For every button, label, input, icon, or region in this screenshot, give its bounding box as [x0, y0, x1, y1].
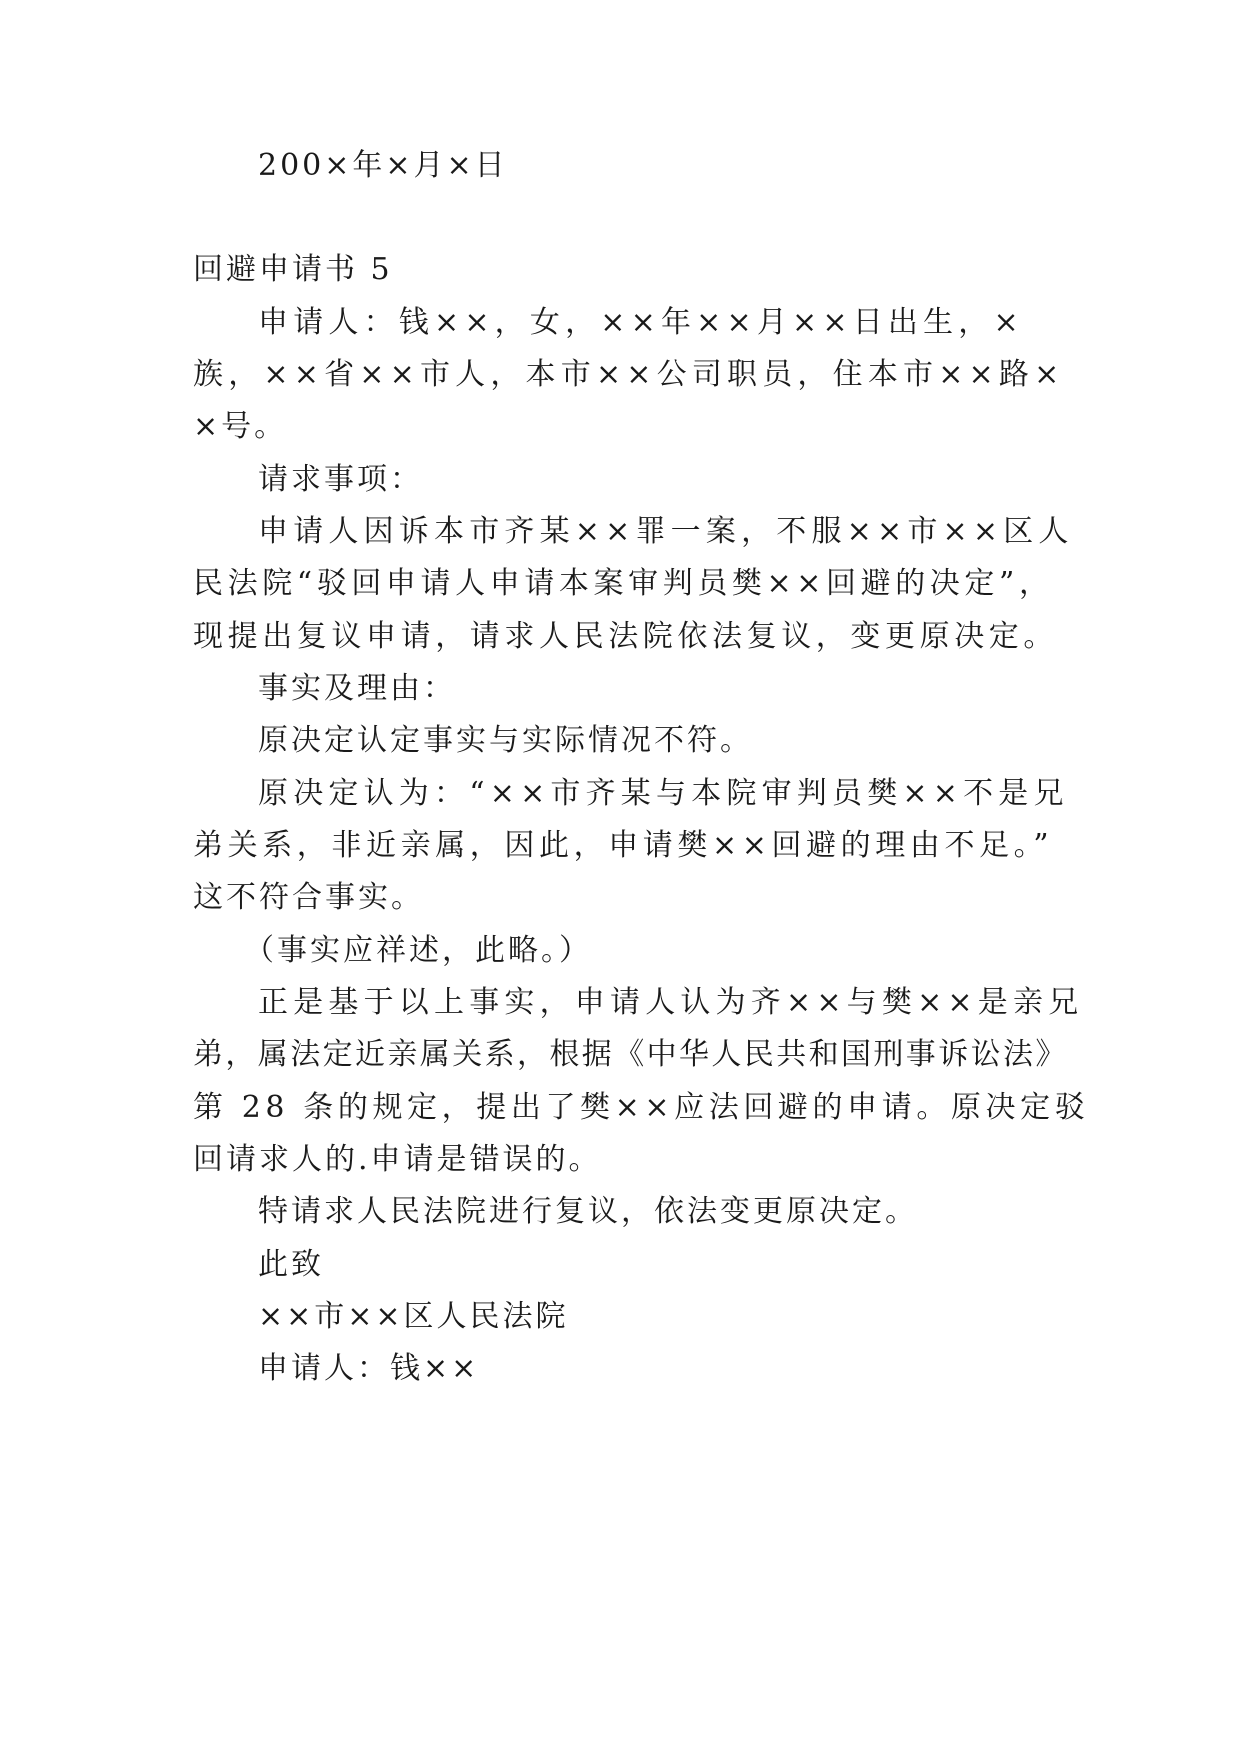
quote-line-2: 弟关系，非近亲属，因此，申请樊××回避的理由不足。”	[193, 828, 1054, 863]
request-line-1: 申请人因诉本市齐某××罪一案，不服××市××区人	[258, 514, 1074, 549]
request-line-3: 现提出复议申请，请求人民法院依法复议，变更原决定。	[193, 619, 1058, 654]
request-line-2: 民法院“驳回申请人申请本案审判员樊××回避的决定”，	[193, 566, 1054, 601]
facts-heading: 事实及理由：	[258, 671, 456, 706]
applicant-line-3: ×号。	[193, 409, 288, 444]
basis-line-4: 回请求人的.申请是错误的。	[193, 1142, 602, 1177]
quote-line-3: 这不符合事实。	[193, 880, 424, 915]
applicant-line-2: 族，××省××市人，本市××公司职员，住本市××路×	[193, 357, 1065, 392]
facts-intro: 原决定认定事实与实际情况不符。	[258, 723, 753, 758]
closing-request: 特请求人民法院进行复议，依法变更原决定。	[258, 1194, 918, 1229]
request-heading: 请求事项：	[258, 462, 423, 497]
quote-line-1: 原决定认为：“××市齐某与本院审判员樊××不是兄	[258, 776, 1069, 811]
addressee: ××市××区人民法院	[258, 1299, 569, 1334]
date-line: 200×年×月×日	[258, 148, 508, 183]
basis-line-3: 第 28 条的规定，提出了樊××应法回避的申请。原决定驳	[193, 1090, 1090, 1125]
signature: 申请人：钱××	[258, 1351, 480, 1386]
applicant-line-1: 申请人：钱××，女，××年××月××日出生，×	[258, 305, 1024, 340]
salutation: 此致	[258, 1247, 324, 1282]
basis-line-2: 弟，属法定近亲属关系，根据《中华人民共和国刑事诉讼法》	[193, 1037, 1068, 1072]
document-title: 回避申请书 5	[193, 252, 393, 287]
omitted-note: （事实应祥述，此略。）	[244, 933, 592, 968]
basis-line-1: 正是基于以上事实，申请人认为齐××与樊××是亲兄	[258, 985, 1084, 1020]
